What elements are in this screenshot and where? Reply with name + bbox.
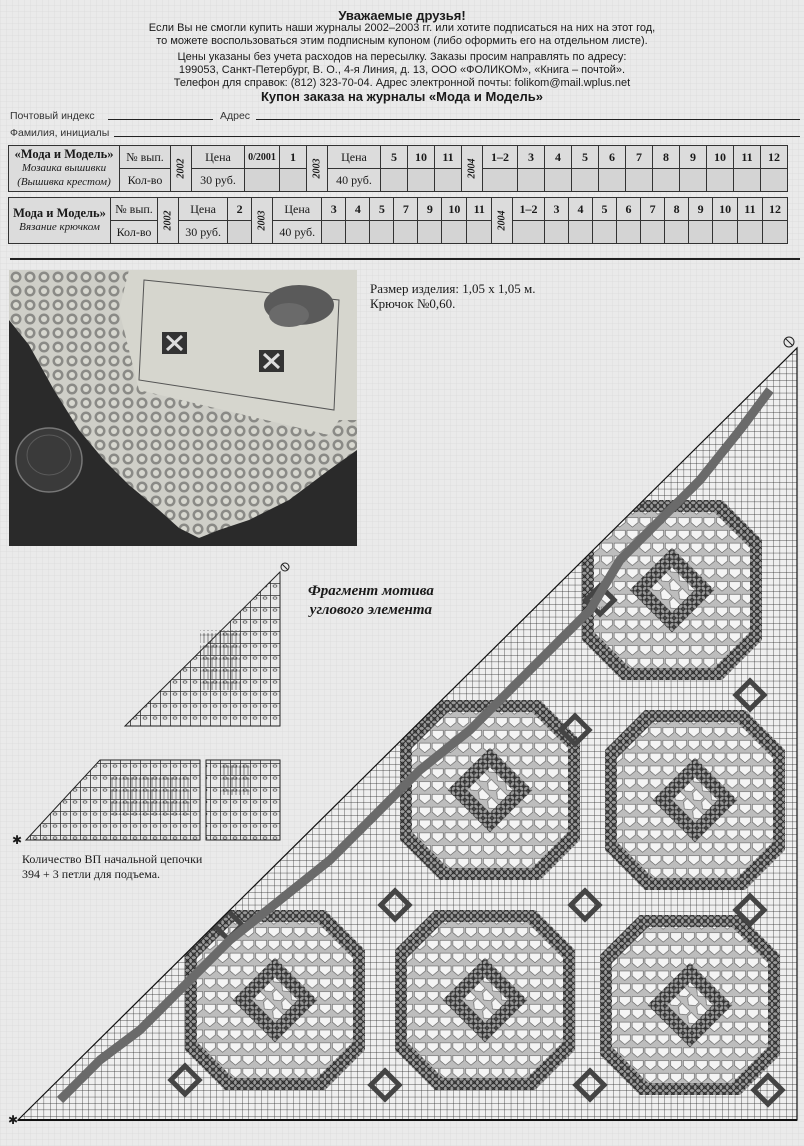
qty-input[interactable] [228, 221, 252, 244]
issue-number: 3 [518, 146, 545, 169]
qty-input[interactable] [545, 169, 572, 192]
price-value: 40 руб. [328, 169, 381, 192]
year-2003: 2003 [307, 146, 328, 192]
qty-input[interactable] [418, 221, 442, 244]
filet-crochet-chart [0, 330, 804, 1146]
qty-input[interactable] [599, 169, 626, 192]
issue-number: 4 [568, 198, 592, 221]
section-divider [10, 258, 800, 260]
intro-line: Если Вы не смогли купить наши журналы 2002–2003 гг. или хотите подписаться на них на этот год, [148, 22, 656, 34]
qty-input[interactable] [322, 221, 346, 244]
qty-input[interactable] [544, 221, 568, 244]
issue-number: 7 [626, 146, 653, 169]
fragment-title-line: углового элемента [309, 602, 433, 618]
price-value: 30 руб. [192, 169, 245, 192]
price-label: Цена [192, 146, 245, 169]
issue-number: 3 [544, 198, 568, 221]
qty-input[interactable] [381, 169, 408, 192]
qty-input[interactable] [467, 221, 492, 244]
issue-number: 8 [653, 146, 680, 169]
fragment-title-line: Фрагмент мотива [308, 583, 434, 599]
issue-number: 6 [617, 198, 641, 221]
qty-input[interactable] [245, 169, 280, 192]
issue-number: 0/2001 [245, 146, 280, 169]
qty-input[interactable] [626, 169, 653, 192]
qty-input[interactable] [568, 221, 592, 244]
address-field[interactable] [256, 119, 800, 120]
qty-input[interactable] [762, 221, 787, 244]
issue-number: 9 [689, 198, 713, 221]
intro-line: то можете воспользоваться этим подписным купоном (либо оформить его на отдельном листе). [156, 35, 648, 47]
qty-input[interactable] [641, 221, 665, 244]
issue-number: 1–2 [513, 198, 545, 221]
qty-input[interactable] [370, 221, 394, 244]
price-label: Цена [273, 198, 322, 221]
year-2003: 2003 [252, 198, 273, 244]
year-2002: 2002 [171, 146, 192, 192]
hook-spec: Крючок №0,60. [370, 296, 456, 311]
magazine-title-cell [9, 146, 120, 192]
qty-input[interactable] [653, 169, 680, 192]
size-spec: Размер изделия: 1,05 x 1,05 м. [370, 281, 536, 296]
qty-input[interactable] [592, 221, 616, 244]
intro-text [0, 22, 804, 48]
issue-number: 11 [734, 146, 761, 169]
info-line: Телефон для справок: (812) 323-70-04. Адрес электронной почты: folikom@mail.wplus.net [173, 77, 631, 89]
qty-label: Кол-во [111, 221, 158, 244]
qty-input[interactable] [394, 221, 418, 244]
qty-label: Кол-во [120, 169, 171, 192]
issue-number: 7 [394, 198, 418, 221]
chain-note-line: Количество ВП начальной цепочки [22, 852, 203, 866]
postal-address-row [10, 110, 800, 124]
issue-label: № вып. [120, 146, 171, 169]
qty-input[interactable] [665, 221, 689, 244]
issue-number: 8 [665, 198, 689, 221]
issue-number: 10 [707, 146, 734, 169]
qty-input[interactable] [483, 169, 518, 192]
qty-input[interactable] [761, 169, 788, 192]
name-label: Фамилия, инициалы [10, 127, 110, 139]
price-label: Цена [179, 198, 228, 221]
flower-motif [185, 500, 785, 1095]
qty-input[interactable] [346, 221, 370, 244]
issue-number: 3 [322, 198, 346, 221]
issue-number: 10 [408, 146, 435, 169]
qty-input[interactable] [738, 221, 763, 244]
ordering-info [0, 51, 804, 90]
postal-index-label: Почтовый индекс [10, 110, 95, 122]
qty-input[interactable] [707, 169, 734, 192]
qty-input[interactable] [713, 221, 738, 244]
issue-number: 12 [761, 146, 788, 169]
qty-input[interactable] [680, 169, 707, 192]
issue-number: 11 [738, 198, 763, 221]
issue-number: 1 [280, 146, 307, 169]
magazine-title-cell [9, 198, 111, 244]
coupon-title: Купон заказа на журналы «Мода и Модель» [260, 89, 544, 104]
qty-input[interactable] [689, 221, 713, 244]
issue-number: 10 [442, 198, 467, 221]
issue-number: 5 [370, 198, 394, 221]
issue-number: 2 [228, 198, 252, 221]
address-label: Адрес [220, 110, 251, 122]
issue-number: 4 [346, 198, 370, 221]
issue-number: 11 [435, 146, 462, 169]
price-label: Цена [328, 146, 381, 169]
name-row [10, 127, 800, 141]
qty-input[interactable] [617, 221, 641, 244]
name-field[interactable] [114, 136, 800, 137]
issue-number: 1–2 [483, 146, 518, 169]
qty-input[interactable] [280, 169, 307, 192]
issue-number: 6 [599, 146, 626, 169]
chain-note-line: 394 + 3 петли для подъема. [22, 867, 161, 881]
magazine-subtitle: Вязание крючком [19, 221, 100, 233]
coupon-table-embroidery [8, 145, 788, 192]
issue-number: 11 [467, 198, 492, 221]
magazine-title: «Мода и Модель» [14, 147, 114, 161]
magazine-subtitle: (Вышивка крестом) [17, 176, 111, 188]
start-marker-icon: ✱ [8, 1113, 19, 1127]
start-marker-icon: ✱ [12, 833, 23, 847]
issue-number: 5 [572, 146, 599, 169]
issue-number: 9 [418, 198, 442, 221]
qty-input[interactable] [518, 169, 545, 192]
magazine-title: Мода и Модель» [13, 206, 106, 220]
issue-number: 5 [381, 146, 408, 169]
coupon-table-crochet [8, 197, 788, 244]
issue-number: 10 [713, 198, 738, 221]
issue-number: 5 [592, 198, 616, 221]
year-2004: 2004 [462, 146, 483, 192]
magazine-subtitle: Мозаика вышивки [21, 162, 107, 174]
qty-input[interactable] [435, 169, 462, 192]
issue-number: 12 [762, 198, 787, 221]
info-line: 199053, Санкт-Петербург, В. О., 4-я Линия, д. 13, ООО «ФОЛИКОМ», «Книга – почтой». [178, 64, 626, 76]
qty-input[interactable] [442, 221, 467, 244]
info-line: Цены указаны без учета расходов на пересылку. Заказы просим направлять по адресу: [177, 51, 627, 63]
greeting-heading: Уважаемые друзья! [338, 8, 466, 23]
qty-input[interactable] [734, 169, 761, 192]
issue-number: 9 [680, 146, 707, 169]
price-value: 40 руб. [273, 221, 322, 244]
product-spec [370, 281, 535, 311]
postal-index-field[interactable] [108, 119, 213, 120]
qty-input[interactable] [572, 169, 599, 192]
issue-number: 7 [641, 198, 665, 221]
price-value: 30 руб. [179, 221, 228, 244]
year-2004: 2004 [492, 198, 513, 244]
issue-label: № вып. [111, 198, 158, 221]
issue-number: 4 [545, 146, 572, 169]
qty-input[interactable] [513, 221, 545, 244]
qty-input[interactable] [408, 169, 435, 192]
year-2002: 2002 [158, 198, 179, 244]
